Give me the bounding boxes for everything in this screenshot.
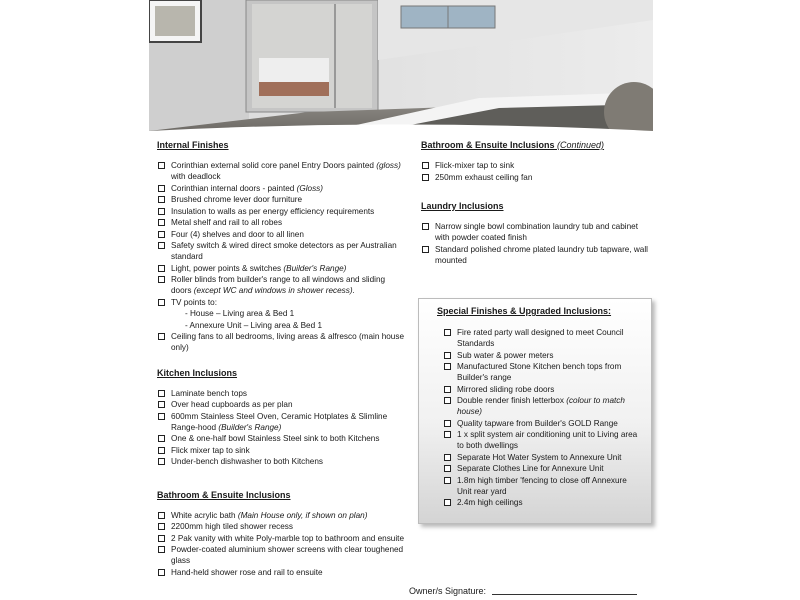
list-item: Hand-held shower rose and rail to ensuite (157, 567, 407, 578)
tv-point-annexure: - Annexure Unit – Living area & Bed 1 (185, 320, 322, 330)
list-item: Corinthian external solid core panel Entry Doors painted (gloss) with deadlock (157, 160, 407, 182)
list-item: Laminate bench tops (157, 388, 407, 399)
checkbox-icon (158, 276, 165, 283)
checkbox-icon (158, 401, 165, 408)
checkbox-icon (158, 447, 165, 454)
list-item: One & one-half bowl Stainless Steel sink to both Kitchens (157, 433, 407, 444)
list-item: Insulation to walls as per energy efficiency requirements (157, 206, 407, 217)
checkbox-icon (444, 352, 451, 359)
list-item: Standard polished chrome plated laundry tub tapware, wall mounted (421, 244, 653, 266)
checkbox-icon (158, 390, 165, 397)
checkbox-icon (422, 162, 429, 169)
laundry-inclusions-list (421, 221, 653, 266)
list-item: Ceiling fans to all bedrooms, living areas & alfresco (main house only) (157, 331, 407, 353)
bedroom-photo (149, 0, 653, 131)
list-item: 2200mm high tiled shower recess (157, 521, 407, 532)
checkbox-icon (158, 219, 165, 226)
checkbox-icon (158, 185, 165, 192)
checkbox-icon (158, 299, 165, 306)
checkbox-icon (422, 246, 429, 253)
list-item: Safety switch & wired direct smoke detectors as per Australian standard (157, 240, 407, 262)
internal-finishes-heading: Internal Finishes (157, 140, 229, 150)
checkbox-icon (158, 535, 165, 542)
laundry-inclusions-heading: Laundry Inclusions (421, 201, 504, 211)
right-column (421, 140, 653, 266)
tv-point-house: - House – Living area & Bed 1 (185, 309, 295, 318)
list-item: Four (4) shelves and door to all linen (157, 229, 407, 240)
kitchen-inclusions-heading: Kitchen Inclusions (157, 367, 238, 378)
list-item: 250mm exhaust ceiling fan (421, 172, 653, 183)
checkbox-icon (158, 162, 165, 169)
special-finishes-list (443, 327, 643, 508)
checkbox-icon (158, 208, 165, 215)
checkbox-icon (158, 435, 165, 442)
list-item: Light, power points & switches (Builder's Range) (157, 263, 407, 274)
list-item: Brushed chrome lever door furniture (157, 194, 407, 205)
list-item: 2.4m high ceilings (443, 497, 643, 508)
checkbox-icon (158, 569, 165, 576)
checkbox-icon (444, 454, 451, 461)
list-item: Mirrored sliding robe doors (443, 384, 643, 395)
checkbox-icon (158, 413, 165, 420)
checkbox-icon (444, 420, 451, 427)
list-item: Manufactured Stone Kitchen bench tops from Builder's range (443, 361, 643, 383)
list-item: Quality tapware from Builder's GOLD Range (443, 418, 643, 429)
checkbox-icon (444, 477, 451, 484)
list-item: TV points to: (157, 297, 407, 308)
list-item: Over head cupboards as per plan (157, 399, 407, 410)
list-item: Double render finish letterbox (colour to match house) (443, 395, 643, 417)
checkbox-icon (158, 523, 165, 530)
list-item: White acrylic bath (Main House only, if shown on plan) (157, 510, 407, 521)
bathroom-continued-heading: Bathroom & Ensuite Inclusions (Continued) (421, 140, 605, 150)
bathroom-continued-list (421, 160, 653, 183)
checkbox-icon (158, 458, 165, 465)
checkbox-icon (444, 363, 451, 370)
checkbox-icon (444, 329, 451, 336)
list-item: Narrow single bowl combination laundry tub and cabinet with powder coated finish (421, 221, 653, 243)
list-item: Flick mixer tap to sink (157, 445, 407, 456)
list-item: 1 x split system air conditioning unit to Living area to both dwellings (443, 429, 643, 451)
list-item: Flick-mixer tap to sink (421, 160, 653, 171)
kitchen-inclusions-list (157, 388, 407, 468)
list-item: Powder-coated aluminium shower screens with clear toughened glass (157, 544, 407, 566)
checkbox-icon (444, 499, 451, 506)
checkbox-icon (158, 242, 165, 249)
checkbox-icon (422, 174, 429, 181)
list-item: Roller blinds from builder's range to all windows and sliding doors (except WC and windows in shower recess). (157, 274, 407, 296)
list-item: Separate Clothes Line for Annexure Unit (443, 463, 643, 474)
list-item: Sub water & power meters (443, 350, 643, 361)
list-item: Under-bench dishwasher to both Kitchens (157, 456, 407, 467)
list-item: Corinthian internal doors - painted (Gloss) (157, 183, 407, 194)
bathroom-inclusions-heading: Bathroom & Ensuite Inclusions (157, 489, 291, 500)
checkbox-icon (158, 231, 165, 238)
left-column (157, 140, 407, 578)
special-finishes-heading: Special Finishes & Upgraded Inclusions: (437, 306, 612, 316)
list-item: 1.8m high timber 'fencing to close off Annexure Unit rear yard (443, 475, 643, 497)
checkbox-icon (444, 386, 451, 393)
list-item: 2 Pak vanity with white Poly-marble top to bathroom and ensuite (157, 533, 407, 544)
checkbox-icon (444, 465, 451, 472)
checkbox-icon (422, 223, 429, 230)
checkbox-icon (158, 546, 165, 553)
list-item: 600mm Stainless Steel Oven, Ceramic Hotplates & Slimline Range-hood (Builder's Range) (157, 411, 407, 433)
signature-line[interactable] (492, 594, 637, 595)
checkbox-icon (158, 265, 165, 272)
list-item: Separate Hot Water System to Annexure Unit (443, 452, 643, 463)
internal-finishes-list (157, 160, 407, 353)
special-finishes-box (418, 298, 652, 524)
list-item: Metal shelf and rail to all robes (157, 217, 407, 228)
checkbox-icon (158, 512, 165, 519)
checkbox-icon (444, 431, 451, 438)
checkbox-icon (158, 196, 165, 203)
bathroom-inclusions-list (157, 510, 407, 578)
checkbox-icon (444, 397, 451, 404)
checkbox-icon (158, 333, 165, 340)
signature-label: Owner/s Signature: (409, 586, 487, 596)
owner-signature (409, 586, 637, 596)
list-item: Fire rated party wall designed to meet Council Standards (443, 327, 643, 349)
